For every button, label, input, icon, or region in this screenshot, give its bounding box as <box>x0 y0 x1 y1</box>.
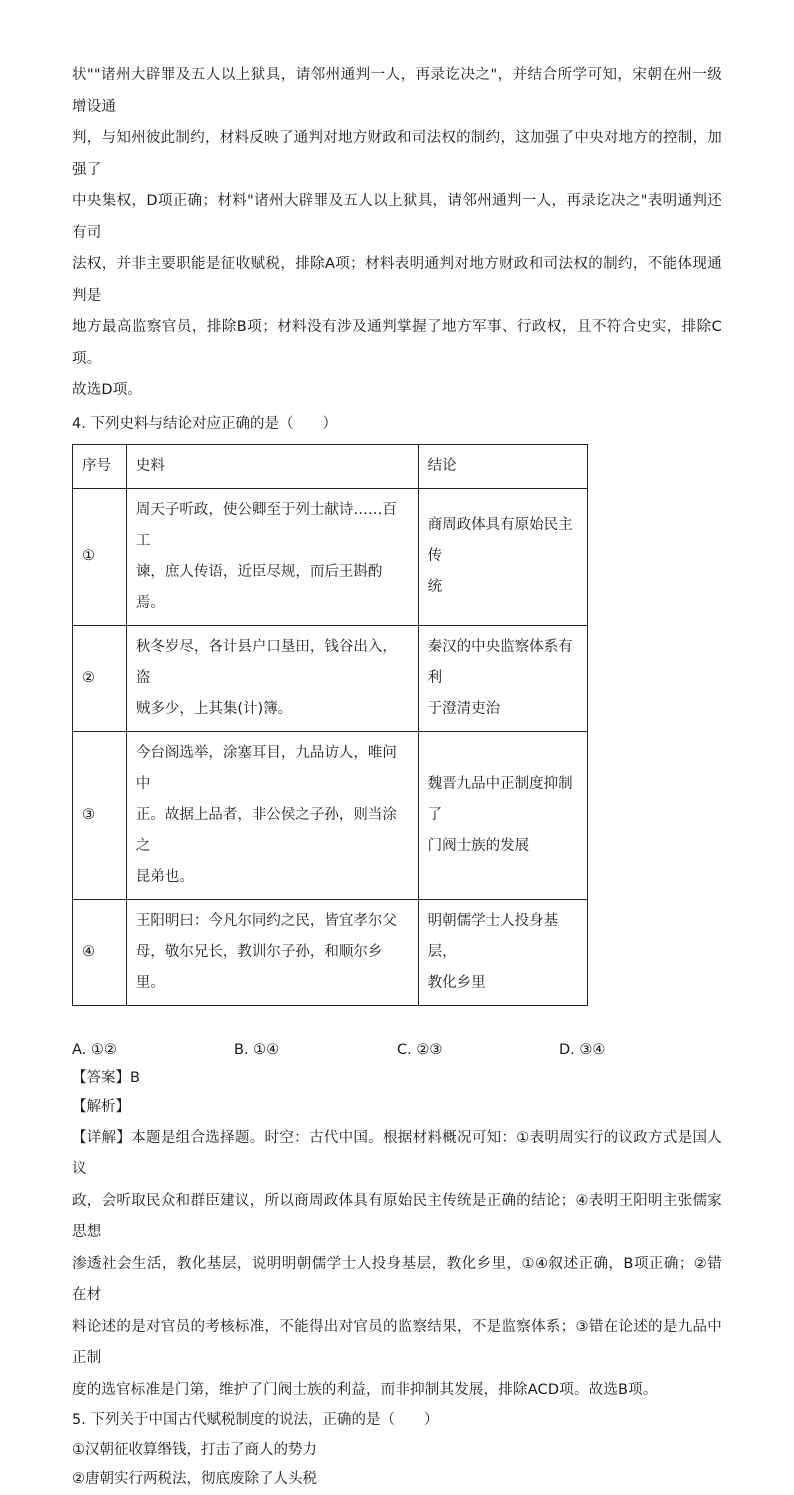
row-conclusion <box>418 488 587 625</box>
question-5-item: ①汉朝征收算缗钱，打击了商人的势力 <box>72 1441 317 1458</box>
conclusion-line: 明朝儒学士人投身基层， <box>427 912 559 960</box>
table-header-row <box>73 444 588 488</box>
row-number: ① <box>73 488 127 625</box>
source-line: 贼多少，上其集(计)簿。 <box>135 700 293 717</box>
text-line: 料论述的是对官员的考核标准，不能得出对官员的监察结果，不是监察体系；③错在论述的是九品中正制 <box>72 1318 722 1366</box>
source-line: 母，敬尔兄长，教训尔子孙，和顺尔乡里。 <box>135 943 383 991</box>
source-line: 正。故据上品者，非公侯之子孙，则当涂之 <box>135 806 397 854</box>
text-line: 判，与知州彼此制约，材料反映了通判对地方财政和司法权的制约，这加强了中央对地方的控制，加强了 <box>72 130 722 178</box>
row-number: ③ <box>73 731 127 899</box>
question-5-title: 5. 下列关于中国古代赋税制度的说法，正确的是（ ） <box>72 1412 439 1428</box>
source-line: 秋冬岁尽，各计县户口垦田，钱谷出入，盗 <box>135 638 397 686</box>
source-line: 王阳明曰：今凡尔同约之民，皆宜孝尔父 <box>135 912 397 929</box>
previous-answer-explanation <box>72 60 722 407</box>
table-row <box>73 488 588 625</box>
conclusion-line: 于澄清吏治 <box>427 700 501 717</box>
row-conclusion <box>418 625 587 731</box>
text-line: 故选D项。 <box>72 382 143 398</box>
source-line: 昆弟也。 <box>135 868 194 885</box>
conclusion-line: 魏晋九品中正制度抑制了 <box>427 775 573 823</box>
source-line: 谏，庶人传语，近臣尽规，而后王斟酌焉。 <box>135 563 383 611</box>
row-conclusion <box>418 899 587 1005</box>
header-source: 史料 <box>126 444 418 488</box>
conclusion-line: 统 <box>427 579 443 595</box>
text-line: 法权，并非主要职能是征收赋税，排除A项；材料表明通判对地方财政和司法权的制约，不能体现通判是 <box>72 256 722 304</box>
source-line: 今台阁选举，涂塞耳目，九品访人，唯问中 <box>135 744 397 792</box>
text-line: 度的选官标准是门第，维护了门阀士族的利益，而非抑制其发展，排除ACD项。故选B项。 <box>72 1381 658 1398</box>
text-line: 政，会听取民众和群臣建议，所以商周政体具有原始民主传统是正确的结论；④表明王阳明主张儒家思想 <box>72 1192 722 1240</box>
conclusion-line: 教化乡里 <box>427 974 486 991</box>
conclusion-line: 门阀士族的发展 <box>427 837 530 854</box>
text-line: 状""诸州大辟罪及五人以上狱具，请邻州通判一人，再录讫决之"，并结合所学可知，宋朝在州一级增设通 <box>72 67 722 115</box>
table-row <box>73 731 588 899</box>
conclusion-line: 商周政体具有原始民主传 <box>427 517 573 564</box>
source-line: 周天子听政，使公卿至于列士献诗……百工 <box>135 501 397 549</box>
analysis-label: 【解析】 <box>72 1099 130 1115</box>
detailed-explanation <box>72 1123 722 1407</box>
answer-options <box>72 1036 722 1064</box>
text-line: 渗透社会生活，教化基层，说明明朝儒学士人投身基层，教化乡里，①④叙述正确，B项正确；②错在材 <box>72 1255 722 1303</box>
option-a: A. ①② <box>72 1041 117 1058</box>
question-5-item: ②唐朝实行两税法，彻底废除了人头税 <box>72 1471 317 1487</box>
source-conclusion-table <box>72 444 588 1006</box>
table-row <box>73 899 588 1005</box>
text-line: 中央集权，D项正确；材料"诸州大辟罪及五人以上狱具，请邻州通判一人，再录讫决之"表明通判还有司 <box>72 193 722 241</box>
document-page <box>72 60 722 1495</box>
row-number: ② <box>73 625 127 731</box>
row-source <box>126 488 418 625</box>
row-source <box>126 731 418 899</box>
table-row <box>73 625 588 731</box>
row-source <box>126 625 418 731</box>
row-number: ④ <box>73 899 127 1005</box>
option-c: C. ②③ <box>397 1041 443 1058</box>
row-source <box>126 899 418 1005</box>
text-line: 地方最高监察官员，排除B项；材料没有涉及通判掌握了地方军事、行政权，且不符合史实，排除C项。 <box>72 319 722 367</box>
question-4-title: 4. 下列史料与结论对应正确的是（ ） <box>72 415 337 432</box>
conclusion-line: 秦汉的中央监察体系有利 <box>427 638 573 686</box>
answer-label: 【答案】B <box>72 1069 140 1086</box>
option-d: D. ③④ <box>559 1041 606 1058</box>
row-conclusion <box>418 731 587 899</box>
text-line: 【详解】本题是组合选择题。时空：古代中国。根据材料概况可知：①表明周实行的议政方式是国人议 <box>72 1129 722 1177</box>
option-b: B. ①④ <box>234 1041 280 1058</box>
header-conclusion: 结论 <box>418 444 587 488</box>
header-number: 序号 <box>73 444 127 488</box>
